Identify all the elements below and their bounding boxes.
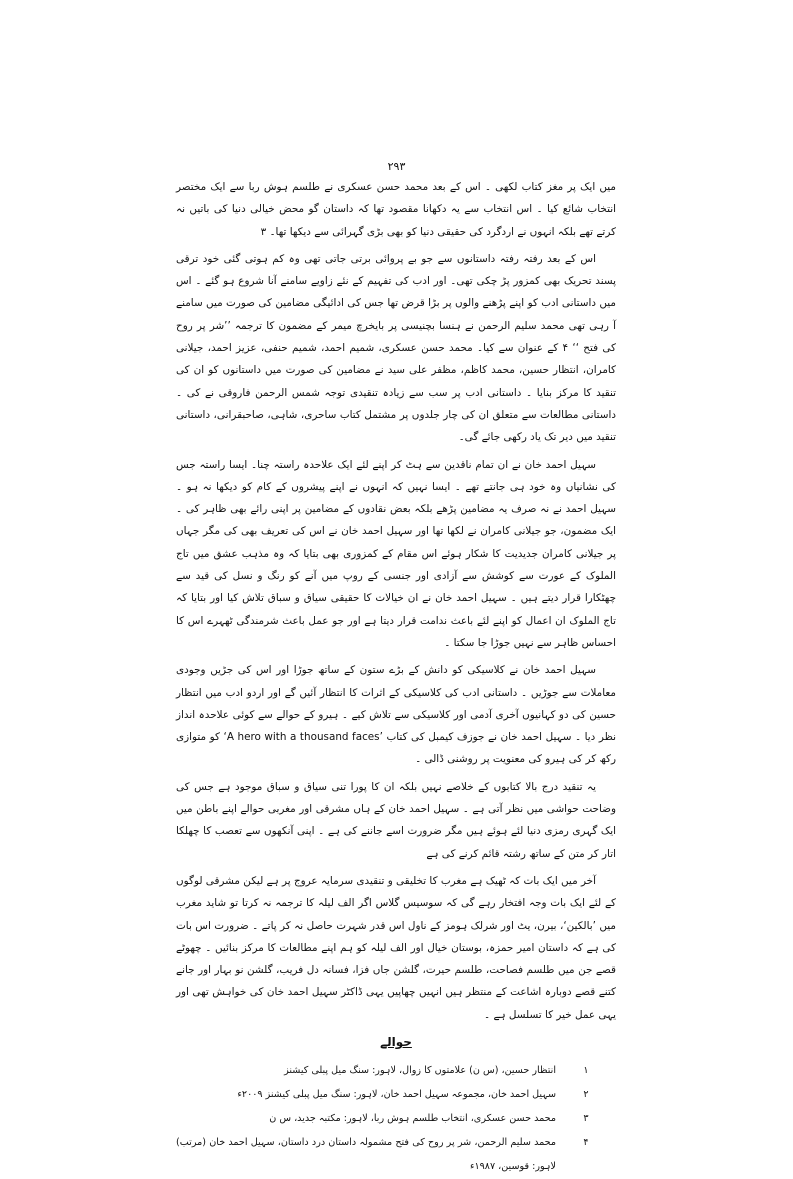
reference-item [176, 1131, 616, 1179]
paragraph: یہ تنقید درج بالا کتابوں کے خلاصے نہیں بلکہ ان کا پورا تنی سیاق و سباق موجود ہے جس کی وضاحت حواشی میں نظر آتی ہے ۔ سہیل احمد خان کے ہاں مشرقی اور مغربی حوالے اپنے باطن میں ایک گہری رمزی دنیا لئے ہوئے ہیں مگر ضرورت اسے جاننے کی ہے ۔ اپنی آنکھوں سے تعصب کا چھلکا اتار کر متن کے ساتھ رشتہ قائم کرنے کی ہے [176, 780, 616, 860]
paragraph: سہیل احمد خان نے ان تمام ناقدین سے ہٹ کر اپنے لئے ایک علاحدہ راستہ چنا۔ ایسا راستہ جس کی نشانیاں وہ خود ہی جانتے تھے ۔ ایسا نہیں کہ انہوں نے اپنے پیشروں کے کام کو دیکھا نہ ہو ۔ سہیل احمد نے نہ صرف یہ مضامین پڑھے بلکہ بعض نقادوں کے مضامین پر اپنی رائے بھی ظاہر کی ۔ ایک مضمون، جو جیلانی کامران نے لکھا تھا اور سہیل احمد خان نے اس کی تعریف بھی کی مگر جہاں پر جیلانی کامران جدیدیت کا شکار ہوئے اس مقام کے کمزوری بھی بتایا کہ وہ مذہب عشق میں تاج الملوک کے عورت سے کوشش سے آزادی اور جنسی کے روپ میں آنے کو رنگ و نسل کی قید سے چھٹکارا قرار دیتے ہیں ۔ سہیل احمد خان نے ان خیالات کا حقیقی سیاق و سباق تلاش کیا اور بتایا کہ تاج الملوک ان اعمال کو اپنے لئے باعث ندامت قرار دیتا ہے اور جو عمل باعث شرمندگی ٹھہرے اس کا احساس ظاہر سے نہیں جوڑا جا سکتا ۔ [176, 458, 616, 649]
reference-number: ۴ [583, 1137, 589, 1149]
page-number: ۲۹۳ [387, 160, 406, 173]
reference-number: ۱ [583, 1065, 589, 1077]
reference-item [176, 1059, 616, 1083]
reference-text: سہیل احمد خان، مجموعہ سہیل احمد خان، لاہور: سنگ میل پبلی کیشنز ۲۰۰۹ء [237, 1089, 556, 1101]
reference-item [176, 1083, 616, 1107]
reference-number: ۳ [583, 1113, 589, 1125]
reference-text: محمد سلیم الرحمن، شر پر روح کی فتح مشمولہ داستان درد داستان، سہیل احمد خان (مرتب) لاہور: قوسین، ۱۹۸۷ء [176, 1137, 556, 1173]
reference-number: ۲ [583, 1089, 589, 1101]
references-heading: حوالے [380, 1034, 412, 1049]
paragraph: آخر میں ایک بات کہ ٹھیک ہے مغرب کا تخلیقی و تنقیدی سرمایہ عروج پر ہے لیکن مشرقی لوگوں کے لئے ایک بات وجہ افتخار رہے گی کہ سوسیس گلاس اگر الف لیلہ کا ترجمہ نہ کرتا تو شاید مغرب میں ’بالکین‘، بیرن، یٹ اور شرلک ہومز کے ناول اس قدر شہرت حاصل نہ کر پاتے ۔ ضرورت اس بات کی ہے کہ داستان امیر حمزہ، بوستان خیال اور الف لیلہ کو ہم اپنے مطالعات کا مرکز بنائیں ۔ چھوٹے قصے جن میں طلسم فصاحت، طلسم حیرت، گلشن جاں فزا، فسانہ دل فریب، گلشن نو بہار اور جانے کتنے قصے دوبارہ اشاعت کے منتظر ہیں انہیں چھاپیں یہی ڈاکٹر سہیل احمد خان کی خواہش تھی اور یہی عمل خیر کا تسلسل ہے ۔ [176, 874, 616, 1021]
reference-item [176, 1107, 616, 1131]
article-body [176, 176, 616, 1179]
paragraph: سہیل احمد خان نے کلاسیکی کو دانش کے بڑے ستون کے ساتھ جوڑا اور اس کی جڑیں وجودی معاملات سے جوڑیں ۔ داستانی ادب کی کلاسیکی کے اثرات کا انتظار آئیں گے اور اردو ادب میں انتظار حسین کی دو کہانیوں آخری آدمی اور کلاسیکی سے تلاش کیے ۔ ہیرو کے حوالے سے کوئی علاحدہ انداز نظر دیا ۔ سہیل احمد خان نے جوزف کیمبل کی کتاب ’A hero with a thousand faces‘ کو متوازی رکھ کر کی ہیرو کی معنویت پر روشنی ڈالی ۔ [176, 664, 616, 766]
references-list [176, 1059, 616, 1179]
reference-text: محمد حسن عسکری، انتخاب طلسم ہوش ربا، لاہور: مکتبہ جدید، س ن [269, 1113, 556, 1125]
paragraph: اس کے بعد رفتہ رفتہ داستانوں سے جو بے پروائی برتی جاتی تھی وہ کم ہوتی گئی خود ترقی پسند تحریک بھی کمزور پڑ چکی تھی۔ اور ادب کی تفہیم کے نئے زاویے سامنے آنا شروع ہو گئے ۔ اس میں داستانی ادب کو اپنے پڑھنے والوں پر بڑا قرض تھا جس کی ادائیگی مضامین کی صورت میں سامنے آ رہی تھی محمد سلیم الرحمن نے ہنسا بچنیسی پر بایخرچ میمر کے مضمون کا ترجمہ ’’شر پر روح کی فتح ‘‘ ۴ کے عنوان سے کیا۔ محمد حسن عسکری، شمیم احمد، شمیم حنفی، عزیز احمد، جیلانی کامران، انتظار حسین، محمد کاظم، مظفر علی سید نے مضامین کی صورت میں داستانوں کو ان کی تنقید کا مرکز بنایا ۔ داستانی ادب پر سب سے زیادہ تنقیدی توجہ شمس الرحمن فاروقی نے کی ۔ داستانی مطالعات سے متعلق ان کی چار جلدوں پر مشتمل کتاب ساحری، شاہی، صاحبقرانی، داستانی تنقید میں دیر تک یاد رکھی جائے گی۔ [176, 252, 616, 444]
reference-text: انتظار حسین، (س ن) علامتوں کا زوال، لاہور: سنگ میل پبلی کیشنز [284, 1065, 556, 1077]
paragraph: میں ایک پر مغز کتاب لکھی ۔ اس کے بعد محمد حسن عسکری نے طلسم ہوش ربا سے ایک مختصر انتخاب شائع کیا ۔ اس انتخاب سے یہ دکھانا مقصود تھا کہ داستان گو محض خیالی دنیا کی باتیں نہ کرتے تھے بلکہ انہوں نے اردگرد کی حقیقی دنیا کو بھی بڑی گہرائی سے دیکھا تھا۔ ۳ [176, 181, 616, 238]
